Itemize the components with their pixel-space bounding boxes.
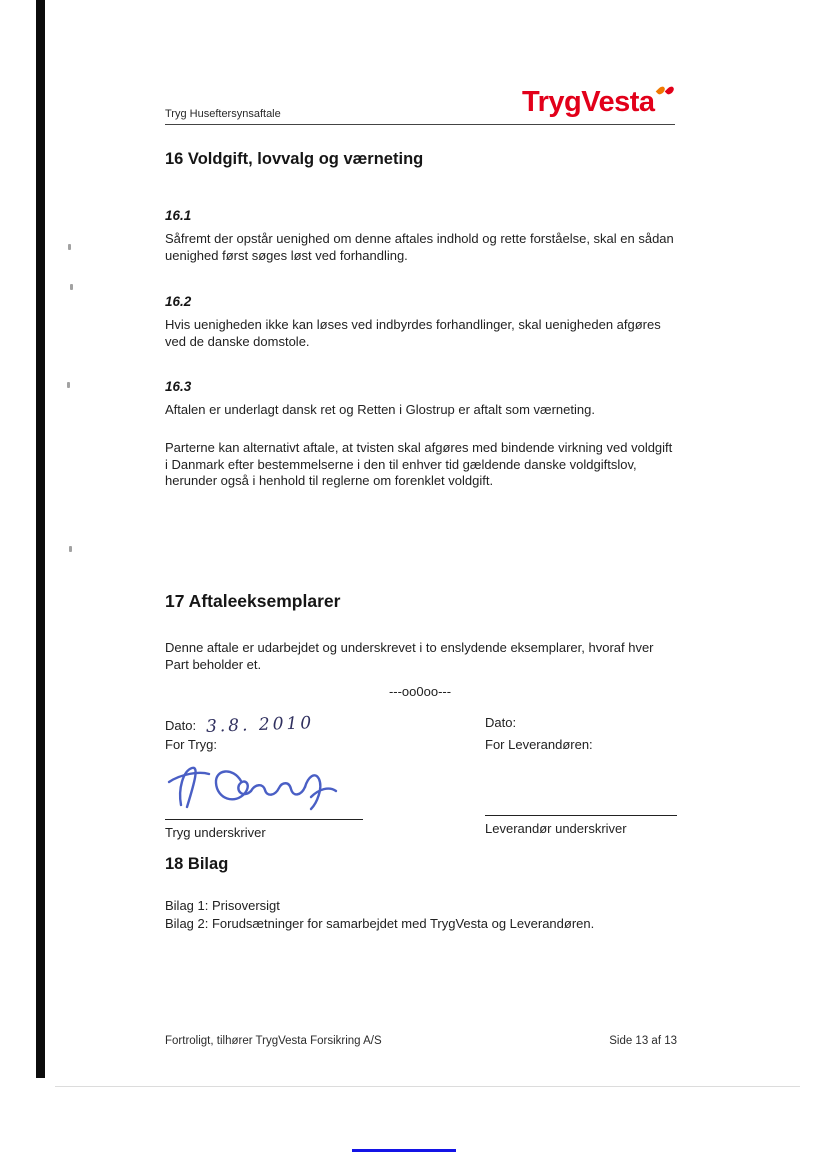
section-16-heading: 16 Voldgift, lovvalg og værneting	[165, 150, 424, 168]
header-doc-title: Tryg Huseftersynsaftale	[165, 108, 675, 125]
for-leverandor-label: For Leverandøren:	[485, 737, 593, 752]
section-16-2-text: Hvis uenigheden ikke kan løses ved indbyrdes forhandlinger, skal uenigheden afgøres ved de danske domstole.	[165, 317, 661, 349]
tryg-signer-caption: Tryg underskriver	[165, 825, 266, 840]
section-16-3-text: Aftalen er underlagt dansk ret og Retten i Glostrup er aftalt som værneting.	[165, 402, 595, 417]
section-17-heading: 17 Aftaleeksemplarer	[165, 591, 341, 611]
section-17-text: Denne aftale er udarbejdet og underskrevet i to enslydende eksemplarer, hvoraf hver Part beholder et.	[165, 640, 654, 672]
leverandor-signer-caption: Leverandør underskriver	[485, 821, 627, 836]
signature-block-tryg	[165, 715, 365, 840]
scan-speck	[67, 382, 70, 388]
link-underline-artifact	[352, 1149, 456, 1152]
section-16-1-label: 16.1	[165, 208, 192, 223]
bilag-item-2: Bilag 2: Forudsætninger for samarbejdet med TrygVesta og Leverandøren.	[165, 915, 595, 931]
logo-drops-icon	[658, 86, 673, 95]
section-16-3-text2: Parterne kan alternativt aftale, at tvisten skal afgøres med bindende virkning ved voldgift i Danmark efter bestemmelserne i den til enhver tid gældende danske voldgiftslov, herunder også i henhold til reglerne om forenklet voldgift.	[165, 440, 673, 488]
logo-text: TrygVesta	[522, 86, 655, 118]
scan-speck	[69, 546, 72, 552]
scan-artifact-page-edge	[55, 1086, 800, 1087]
signature-block-leverandor	[485, 715, 677, 836]
scan-artifact-bar	[36, 0, 45, 1078]
signature-handwriting	[165, 759, 365, 817]
scan-speck	[70, 284, 73, 290]
signature-line-tryg	[165, 819, 363, 820]
bilag-item-1: Bilag 1: Prisoversigt	[165, 898, 280, 913]
page-footer	[165, 1035, 677, 1047]
date-label-left: Dato:	[165, 718, 197, 733]
footer-confidential-text: Fortroligt, tilhører TrygVesta Forsikring A/S	[165, 1035, 382, 1047]
trygvesta-logo	[522, 88, 673, 117]
handwritten-date: 3.8. 2010	[205, 713, 315, 737]
footer-page-number: Side 13 af 13	[609, 1035, 677, 1047]
date-label-right: Dato:	[485, 715, 517, 730]
scan-speck	[68, 244, 71, 250]
section-16-2-label: 16.2	[165, 294, 192, 309]
separator-oo0oo: ---oo0oo---	[388, 684, 452, 699]
section-16-1-text: Såfremt der opstår uenighed om denne aftales indhold og rette forståelse, skal en sådan uenighed først søges løst ved forhandling.	[165, 231, 674, 263]
section-18-heading: 18 Bilag	[165, 855, 229, 873]
for-tryg-label: For Tryg:	[165, 737, 218, 752]
signature-line-leverandor	[485, 815, 677, 816]
bilag-list	[165, 897, 677, 932]
section-16-3-label: 16.3	[165, 379, 192, 394]
